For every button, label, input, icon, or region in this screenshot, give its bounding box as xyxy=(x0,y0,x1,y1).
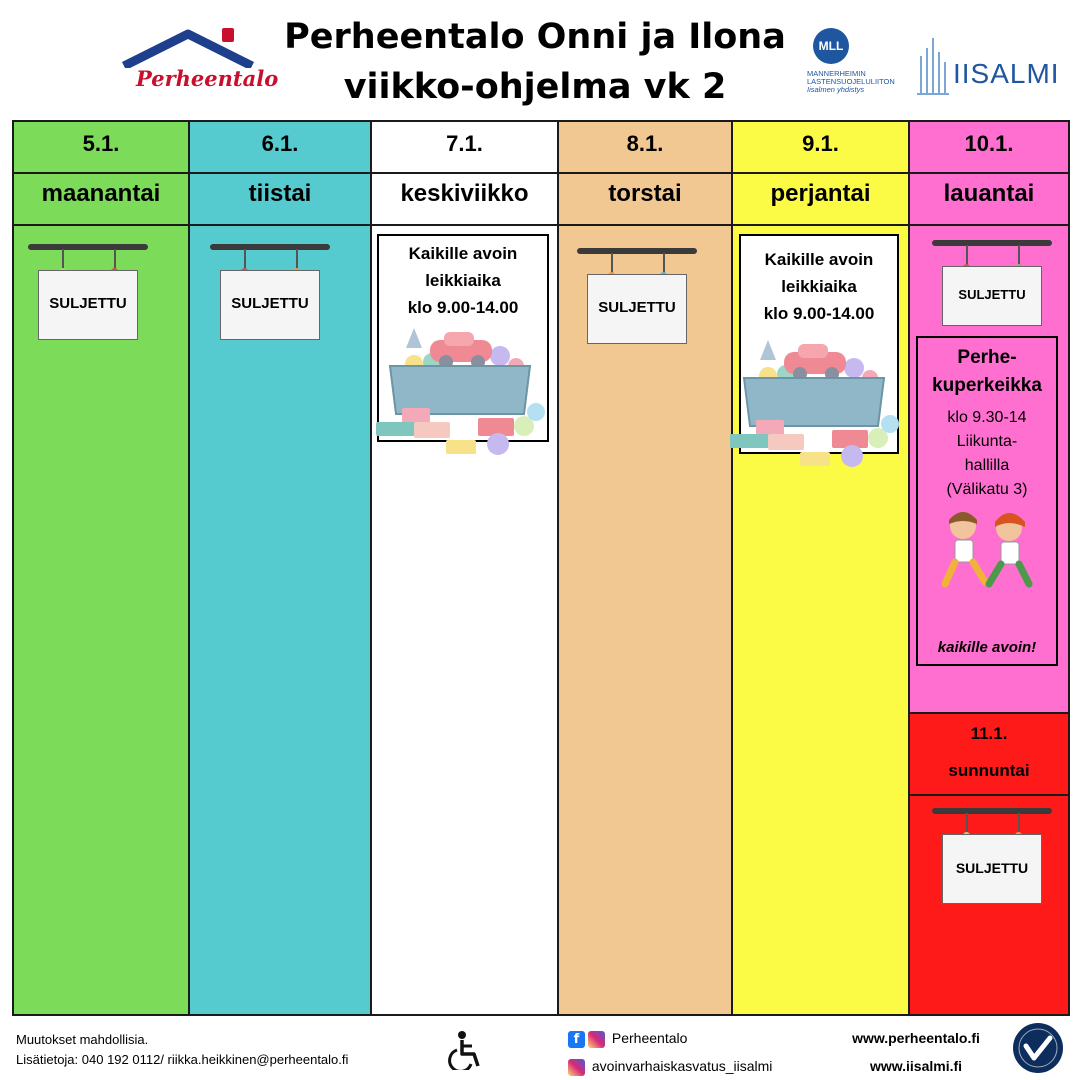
mll-line-1: MANNERHEIMIN xyxy=(807,69,866,78)
contact-info: Lisätietoja: 040 192 0112/ riikka.heikkinen@perheentalo.fi xyxy=(16,1052,349,1067)
perheentalo-url[interactable]: www.perheentalo.fi xyxy=(852,1030,980,1046)
day-name: keskiviikko xyxy=(372,174,557,226)
instagram-icon xyxy=(588,1031,605,1048)
closed-sign-sunday xyxy=(932,808,1052,898)
finland-badge-icon xyxy=(1012,1022,1064,1074)
event-detail-line-1: klo 9.30-14 xyxy=(947,409,1027,426)
event-footer: kaikille avoin! xyxy=(937,639,1037,656)
day-name: perjantai xyxy=(733,174,908,226)
mll-abbr: MLL xyxy=(813,28,849,64)
day-name: maanantai xyxy=(14,174,188,226)
city-name: IISALMI xyxy=(953,58,1060,89)
title-line-2: viikko-ohjelma vk 2 xyxy=(343,67,727,107)
day-name: torstai xyxy=(559,174,731,226)
closed-label: SULJETTU xyxy=(942,266,1042,326)
toy-box-icon xyxy=(374,326,554,456)
iisalmi-emblem-icon xyxy=(915,34,951,96)
toy-box-icon xyxy=(728,338,908,468)
open-play-line-3: klo 9.00-14.00 xyxy=(763,304,875,323)
facebook-handle[interactable]: Perheentalo xyxy=(611,1030,688,1046)
closed-label: SULJETTU xyxy=(942,834,1042,904)
closed-sign-tuesday xyxy=(210,244,330,334)
closed-label: SULJETTU xyxy=(587,274,687,344)
closed-sign-saturday xyxy=(932,240,1052,330)
day-name: tiistai xyxy=(190,174,370,226)
day-date: 5.1. xyxy=(14,122,188,174)
event-detail-line-2: Liikunta- xyxy=(956,433,1018,450)
day-name: sunnuntai xyxy=(910,754,1068,796)
open-play-line-2: leikkiaika xyxy=(425,271,501,290)
running-kids-icon xyxy=(929,506,1045,602)
instagram-handle[interactable]: avoinvarhaiskasvatus_iisalmi xyxy=(591,1058,773,1074)
event-title-line-2: kuperkeikka xyxy=(932,375,1042,396)
mll-logo-icon xyxy=(805,28,900,118)
open-play-line-1: Kaikille avoin xyxy=(764,250,874,269)
event-details xyxy=(918,406,1056,502)
closed-label: SULJETTU xyxy=(38,270,138,340)
closed-sign-monday xyxy=(28,244,148,334)
perheentalo-logo xyxy=(118,28,279,98)
event-detail-line-4: (Välikatu 3) xyxy=(946,481,1028,498)
event-detail-line-3: hallilla xyxy=(964,457,1010,474)
closed-label: SULJETTU xyxy=(220,270,320,340)
mll-name xyxy=(807,70,902,94)
open-play-line-2: leikkiaika xyxy=(781,277,857,296)
event-box-saturday xyxy=(916,336,1058,666)
event-title-line-1: Perhe- xyxy=(957,347,1017,368)
day-name: lauantai xyxy=(910,174,1068,226)
mll-line-2: LASTENSUOJELULIITON xyxy=(807,77,895,86)
title-line-1: Perheentalo Onni ja Ilona xyxy=(284,17,786,57)
day-date: 7.1. xyxy=(372,122,557,174)
day-date: 10.1. xyxy=(910,122,1068,174)
day-date: 9.1. xyxy=(733,122,908,174)
closed-sign-thursday xyxy=(577,248,697,338)
brand-name: Perheentalo xyxy=(136,66,279,91)
house-logo-icon xyxy=(118,28,258,68)
facebook-row[interactable] xyxy=(568,1024,772,1052)
footer-info xyxy=(16,1030,348,1070)
open-play-line-3: klo 9.00-14.00 xyxy=(407,298,519,317)
instagram-icon xyxy=(568,1059,585,1076)
day-date: 11.1. xyxy=(970,724,1008,743)
event-title xyxy=(918,344,1056,400)
page-title xyxy=(270,12,800,112)
mll-line-3: Iisalmen yhdistys xyxy=(807,85,865,94)
changes-note: Muutokset mahdollisia. xyxy=(16,1032,149,1047)
website-links xyxy=(842,1024,990,1080)
instagram-row[interactable] xyxy=(568,1052,772,1080)
social-links xyxy=(568,1024,772,1080)
facebook-icon: f xyxy=(568,1031,585,1048)
iisalmi-url[interactable]: www.iisalmi.fi xyxy=(869,1058,963,1074)
wheelchair-icon xyxy=(448,1030,484,1070)
iisalmi-logo-icon xyxy=(915,30,1065,100)
day-date: 6.1. xyxy=(190,122,370,174)
day-date: 8.1. xyxy=(559,122,731,174)
open-play-line-1: Kaikille avoin xyxy=(408,244,518,263)
